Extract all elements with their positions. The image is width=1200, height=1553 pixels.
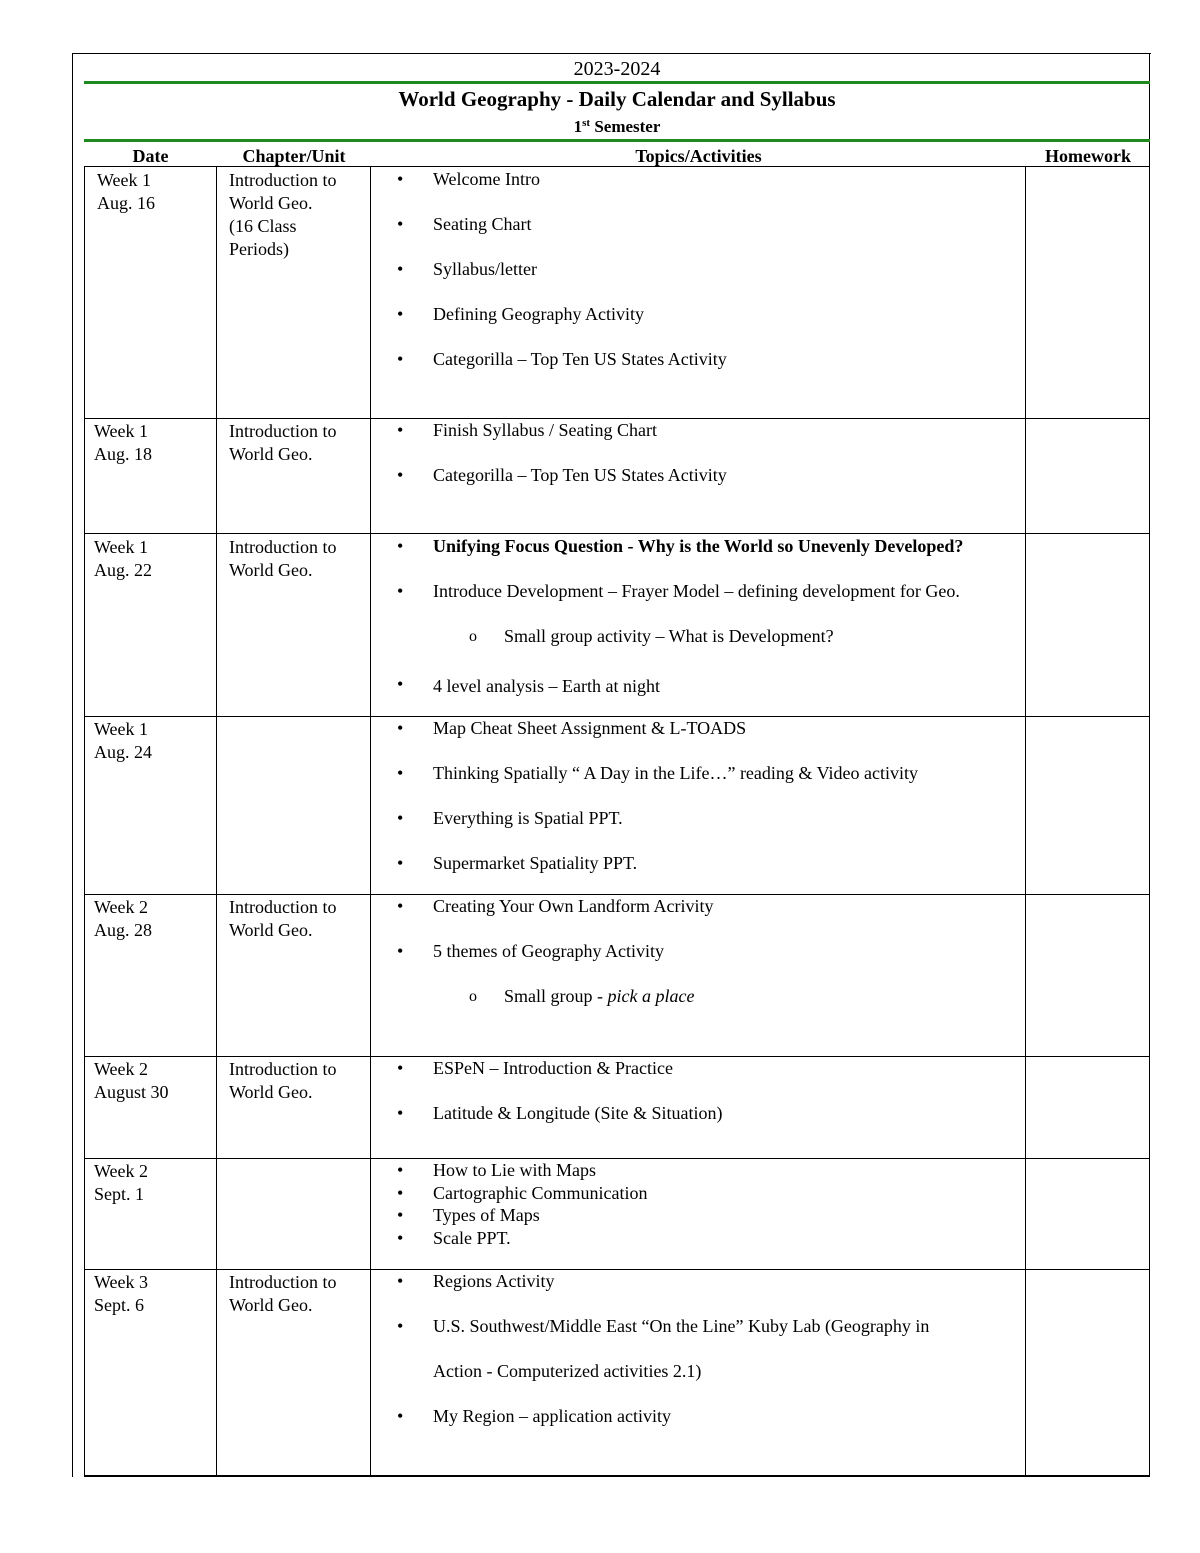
table-row-chapter: Introduction to World Geo. (229, 897, 337, 940)
list-item: • Cartographic Communication (397, 1182, 648, 1203)
list-item: • Creating Your Own Landform Acrivity (397, 896, 714, 916)
list-item: • Defining Geography Activity (397, 304, 644, 324)
list-item: • My Region – application activity (397, 1406, 671, 1426)
list-item: • Types of Maps (397, 1205, 540, 1226)
page-title: World Geography - Daily Calendar and Syllabus (398, 87, 836, 111)
table-row-date: Week 2 Sept. 1 (94, 1161, 149, 1204)
topics-list (397, 706, 918, 886)
list-item: o Small group - pick a place (469, 986, 695, 1006)
table-row-chapter: Introduction to World Geo. (229, 1059, 337, 1102)
table-row-date: Week 1 Aug. 24 (94, 719, 152, 762)
list-item: • Seating Chart (397, 214, 532, 234)
column-header-date: Date (132, 146, 169, 166)
semester-label: 1st Semester (573, 117, 661, 136)
topics-list (397, 1259, 929, 1439)
table-row-chapter: Introduction to World Geo. (229, 537, 337, 580)
list-item: • Introduce Development – Frayer Model – defining development for Geo. (397, 581, 960, 601)
list-item: • Everything is Spatial PPT. (397, 808, 623, 828)
list-item: • 4 level analysis – Earth at night (397, 674, 660, 696)
topics-list (397, 524, 963, 711)
list-item: • Finish Syllabus / Seating Chart (397, 420, 658, 440)
list-item: Action - Computerized activities 2.1) (433, 1361, 702, 1381)
list-item: • Welcome Intro (397, 169, 541, 189)
list-item: • Supermarket Spatiality PPT. (397, 853, 638, 873)
table-border-left (84, 166, 85, 1477)
list-item: • Categorilla – Top Ten US States Activity (397, 349, 727, 369)
list-item: • Latitude & Longitude (Site & Situation) (397, 1103, 723, 1123)
table-row-chapter: Introduction to World Geo. (16 Class Periods) (229, 170, 337, 259)
list-item: • Unifying Focus Question - Why is the World so Unevenly Developed? (397, 536, 964, 556)
column-header-chapter: Chapter/Unit (242, 146, 346, 166)
topics-list (397, 408, 727, 498)
table-row-date: Week 1 Aug. 22 (94, 537, 152, 580)
column-header-topics: Topics/Activities (635, 146, 762, 166)
list-item: • Syllabus/letter (397, 259, 537, 279)
list-item: • Scale PPT. (397, 1227, 511, 1248)
list-item: • 5 themes of Geography Activity (397, 941, 664, 961)
list-item: • U.S. Southwest/Middle East “On the Line” Kuby Lab (Geography in (397, 1316, 930, 1336)
topics-list (397, 1159, 647, 1249)
frame-right-border (1149, 53, 1150, 1477)
topics-list (397, 1046, 722, 1136)
list-item: • Categorilla – Top Ten US States Activity (397, 465, 727, 485)
list-item: • Map Cheat Sheet Assignment & L-TOADS (397, 718, 747, 738)
table-row-date: Week 1 Aug. 18 (94, 421, 152, 464)
table-row-chapter: Introduction to World Geo. (229, 421, 337, 464)
column-header-homework: Homework (1045, 146, 1131, 166)
list-item: o Small group activity – What is Development? (469, 626, 834, 646)
column-divider (1025, 166, 1026, 1477)
green-divider-bottom (84, 139, 1150, 142)
topics-list (397, 884, 713, 1019)
list-item: • Regions Activity (397, 1271, 555, 1291)
column-divider (216, 166, 217, 1477)
table-row-date: Week 1 Aug. 16 (97, 170, 155, 213)
school-year: 2023-2024 (573, 58, 661, 80)
table-row-date: Week 3 Sept. 6 (94, 1272, 149, 1315)
list-item: • How to Lie with Maps (397, 1160, 596, 1180)
list-item: • Thinking Spatially “ A Day in the Life…” reading & Video activity (397, 763, 918, 783)
table-row-chapter: Introduction to World Geo. (229, 1272, 337, 1315)
green-divider-top (84, 81, 1150, 84)
table-row-date: Week 2 Aug. 28 (94, 897, 152, 940)
topics-list (397, 157, 727, 382)
table-row-date: Week 2 August 30 (94, 1059, 169, 1102)
table-border-bottom (84, 1475, 1150, 1477)
list-item: • ESPeN – Introduction & Practice (397, 1058, 673, 1078)
column-divider (370, 166, 371, 1477)
